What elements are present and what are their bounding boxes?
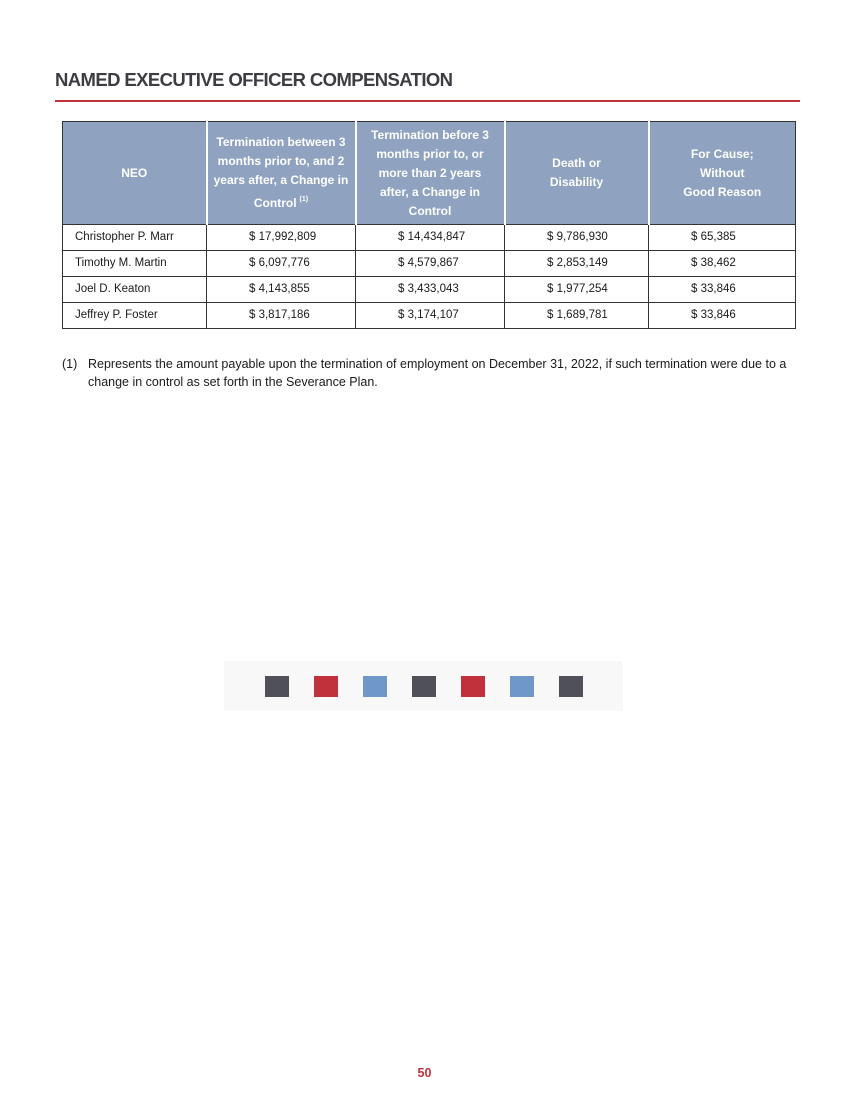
decorative-square-strip — [224, 661, 623, 711]
pre-cic-value: $ 14,434,847 — [356, 225, 505, 251]
compensation-table — [62, 121, 796, 329]
section-title: NAMED EXECUTIVE OFFICER COMPENSATION — [55, 69, 453, 90]
blue-square — [510, 676, 534, 697]
page-number: 50 — [417, 1066, 432, 1080]
neo-name: Timothy M. Martin — [63, 251, 207, 277]
title-rule — [55, 100, 800, 102]
cic-value: $ 4,143,855 — [207, 277, 356, 303]
for-cause-value: $ 38,462 — [649, 251, 796, 277]
header-termination-cic: Termination between 3 months prior to, and 2 years after, a Change in Control $^{(1)}$ — [207, 122, 356, 225]
header-neo: NEO — [63, 122, 207, 225]
neo-name: Christopher P. Marr — [63, 225, 207, 251]
cic-value: $ 6,097,776 — [207, 251, 356, 277]
neo-name: Jeffrey P. Foster — [63, 303, 207, 329]
pre-cic-value: $ 3,174,107 — [356, 303, 505, 329]
cic-value: $ 17,992,809 — [207, 225, 356, 251]
table-row — [63, 303, 796, 329]
for-cause-value: $ 33,846 — [649, 277, 796, 303]
footnote — [62, 355, 802, 391]
header-for-cause: For Cause; Without Good Reason — [649, 122, 796, 225]
footnote-reference: (1) — [299, 196, 309, 203]
for-cause-value: $ 33,846 — [649, 303, 796, 329]
red-square — [461, 676, 485, 697]
death-disability-value: $ 2,853,149 — [505, 251, 649, 277]
red-square — [314, 676, 338, 697]
cic-value: $ 3,817,186 — [207, 303, 356, 329]
footnote-text: Represents the amount payable upon the termination of employment on December 31, 2022, if such termination were due to a change in control as set forth in the Severance Plan. — [88, 357, 787, 389]
footnote-marker: (1) — [62, 357, 78, 371]
table-row — [63, 251, 796, 277]
death-disability-value: $ 1,977,254 — [505, 277, 649, 303]
for-cause-value: $ 65,385 — [649, 225, 796, 251]
table-row — [63, 277, 796, 303]
dark-gray-square — [559, 676, 583, 697]
dark-gray-square — [265, 676, 289, 697]
table-row — [63, 225, 796, 251]
neo-name: Joel D. Keaton — [63, 277, 207, 303]
pre-cic-value: $ 4,579,867 — [356, 251, 505, 277]
header-termination-before-cic: Termination before 3 months prior to, or more than 2 years after, a Change in Control — [356, 122, 505, 225]
header-death-disability: Death or Disability — [505, 122, 649, 225]
blue-square — [363, 676, 387, 697]
death-disability-value: $ 9,786,930 — [505, 225, 649, 251]
table-header-row — [63, 122, 796, 225]
death-disability-value: $ 1,689,781 — [505, 303, 649, 329]
dark-gray-square — [412, 676, 436, 697]
pre-cic-value: $ 3,433,043 — [356, 277, 505, 303]
